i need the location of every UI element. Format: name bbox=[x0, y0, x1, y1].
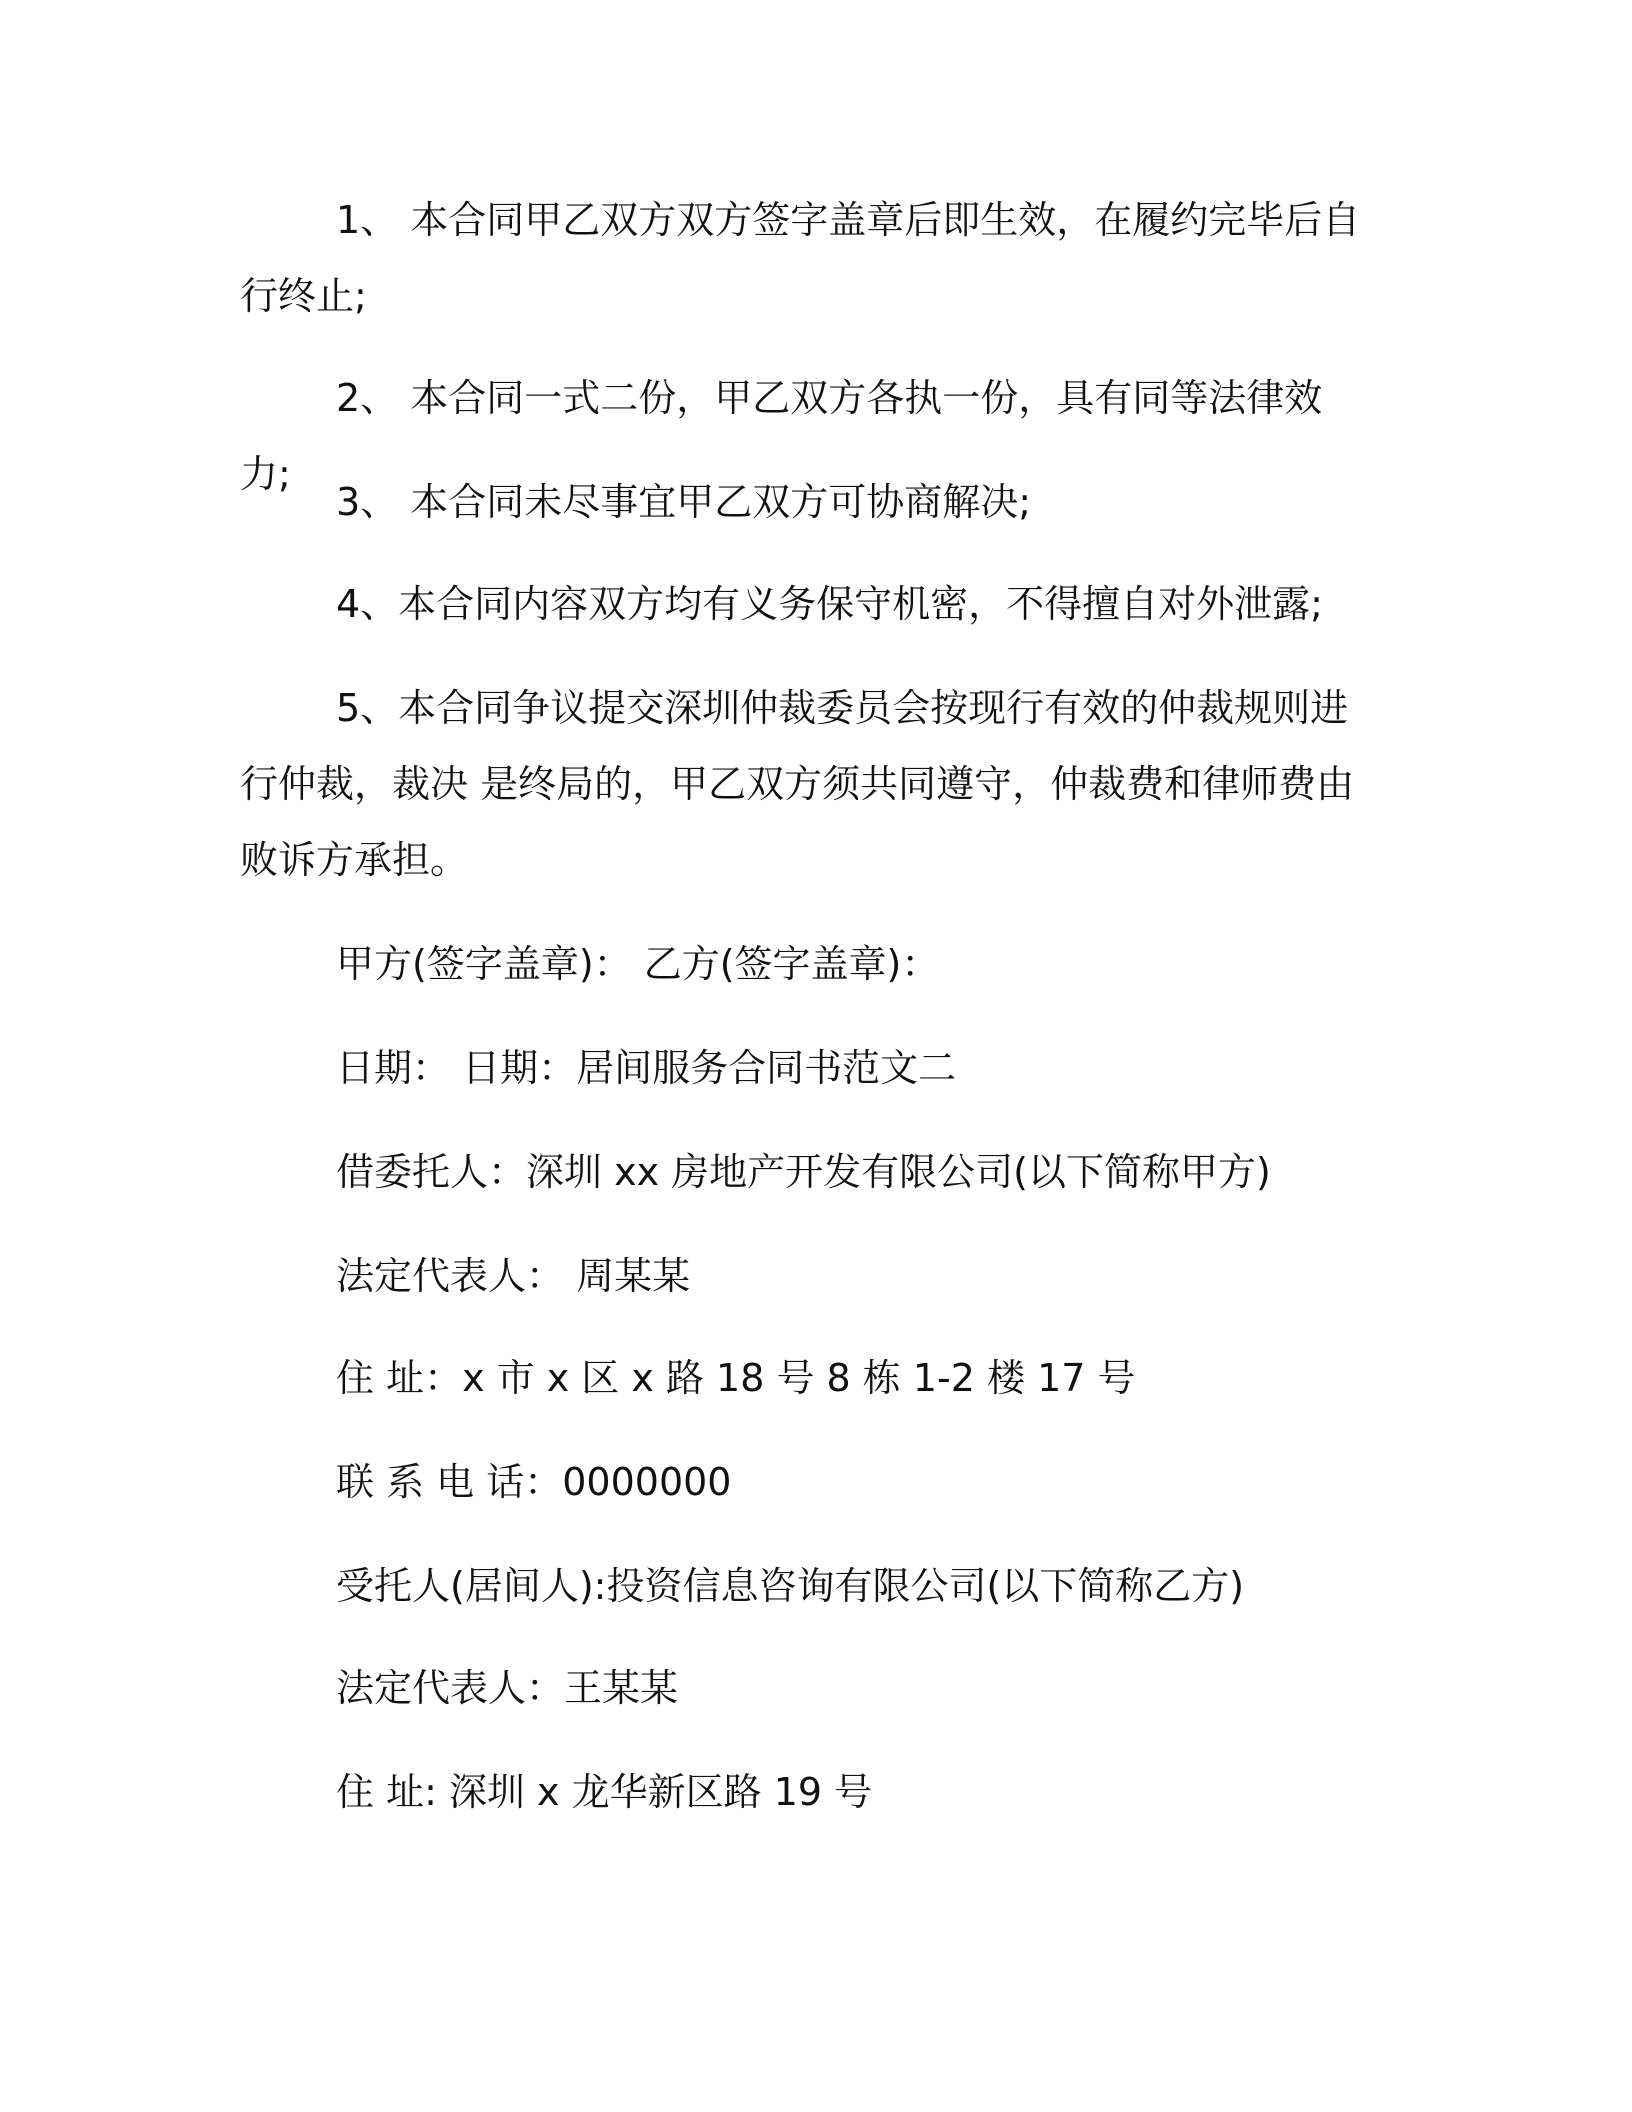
client-address-line: 住 址：x 市 x 区 x 路 18 号 8 栋 1-2 楼 17 号 bbox=[336, 1356, 1136, 1400]
signature-line: 甲方(签字盖章)： 乙方(签字盖章)： bbox=[336, 942, 940, 986]
clause-4: 4、本合同内容双方均有义务保守机密，不得擅自对外泄露; bbox=[336, 582, 1323, 626]
clause-1: 1、 本合同甲乙双方双方签字盖章后即生效，在履约完毕后自行终止; bbox=[240, 198, 1361, 318]
date-line: 日期： 日期：居间服务合同书范文二 bbox=[336, 1046, 957, 1090]
client-line: 借委托人：深圳 xx 房地产开发有限公司(以下简称甲方) bbox=[336, 1150, 1271, 1194]
agent-representative-line: 法定代表人：王某某 bbox=[336, 1666, 679, 1710]
client-representative-line: 法定代表人： 周某某 bbox=[336, 1254, 691, 1298]
clause-2: 2、 本合同一式二份，甲乙双方各执一份，具有同等法律效力; bbox=[240, 376, 1323, 496]
client-phone-line: 联 系 电 话：0000000 bbox=[336, 1460, 732, 1504]
agent-line: 受托人(居间人):投资信息咨询有限公司(以下简称乙方) bbox=[336, 1564, 1245, 1608]
clause-3: 3、 本合同未尽事宜甲乙双方可协商解决; bbox=[336, 480, 1032, 524]
agent-address-line: 住 址: 深圳 x 龙华新区路 19 号 bbox=[336, 1770, 873, 1814]
clause-5: 5、本合同争议提交深圳仲裁委员会按现行有效的仲裁规则进行仲裁，裁决 是终局的，甲乙双方须共同遵守，仲裁费和律师费由败诉方承担。 bbox=[240, 686, 1355, 882]
